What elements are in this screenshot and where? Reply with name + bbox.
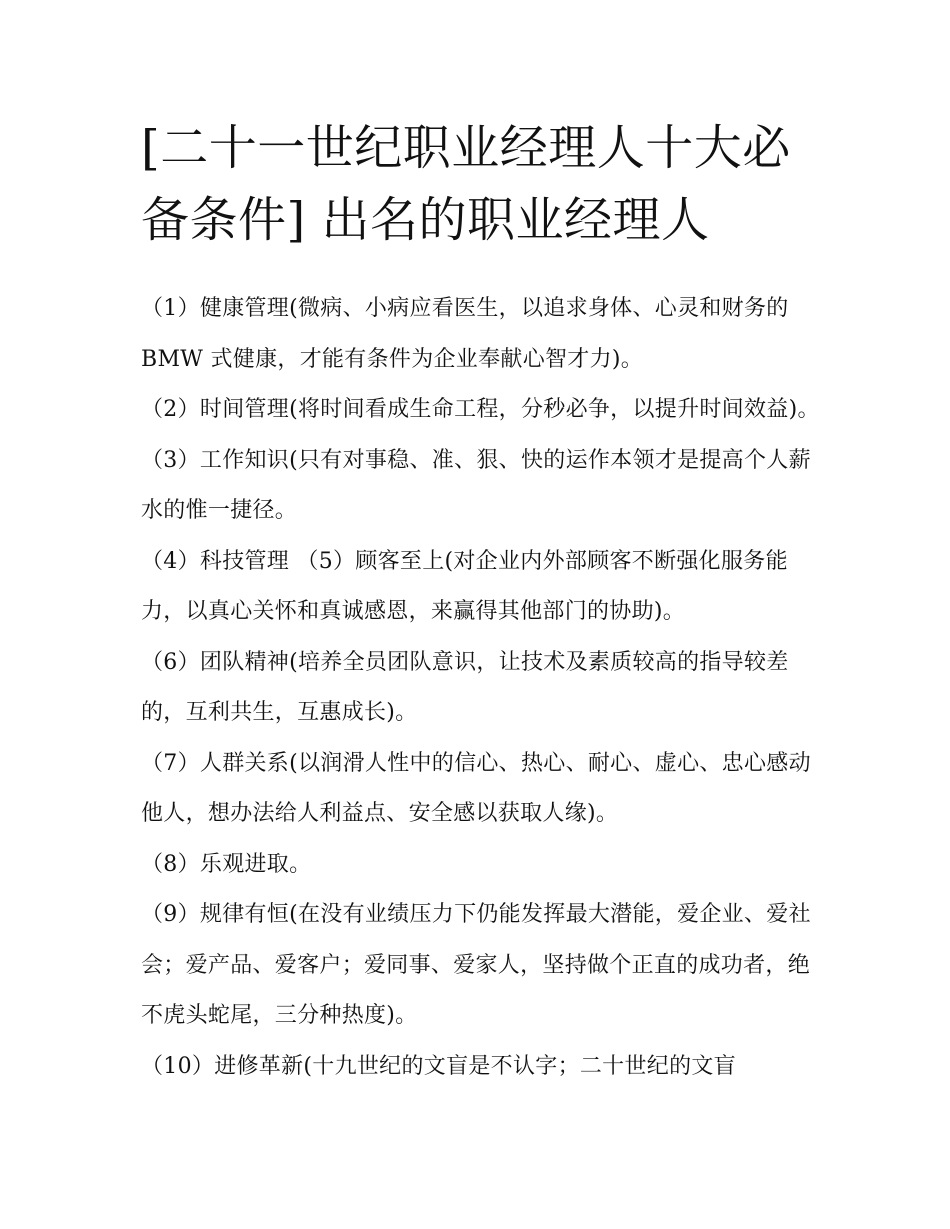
- document-body: [141, 284, 821, 1092]
- paragraph-1: （1）健康管理(微病、小病应看医生，以追求身体、心灵和财务的 BMW 式健康，才能有条件为企业奉献心智才力)。: [141, 296, 789, 372]
- document-page: [141, 112, 821, 1092]
- paragraph-2: （2）时间管理(将时间看成生命工程，分秒必争，以提升时间效益)。 （3）工作知识(只有对事稳、准、狠、快的运作本领才是提高个人薪水的惟一捷径。: [141, 397, 820, 523]
- paragraph-5: （7）人群关系(以润滑人性中的信心、热心、耐心、虚心、忠心感动他人，想办法给人利益点、安全感以获取人缘)。: [141, 750, 811, 826]
- paragraph-7: （9）规律有恒(在没有业绩压力下仍能发挥最大潜能，爱企业、爱社会；爱产品、爱客户；爱同事、爱家人，坚持做个正直的成功者，绝不虎头蛇尾，三分种热度)。: [141, 902, 811, 1028]
- paragraph-3: （4）科技管理 （5）顾客至上(对企业内外部顾客不断强化服务能力，以真心关怀和真诚感恩，来赢得其他部门的协助)。: [141, 548, 788, 624]
- document-title: [二十一世纪职业经理人十大必备条件] 出名的职业经理人: [141, 120, 791, 248]
- paragraph-8: （10）进修革新(十九世纪的文盲是不认字；二十世纪的文盲: [141, 1053, 736, 1079]
- paragraph-6: （8）乐观进取。: [141, 851, 312, 877]
- paragraph-4: （6）团队精神(培养全员团队意识，让技术及素质较高的指导较差的，互利共生，互惠成长)。: [141, 649, 789, 725]
